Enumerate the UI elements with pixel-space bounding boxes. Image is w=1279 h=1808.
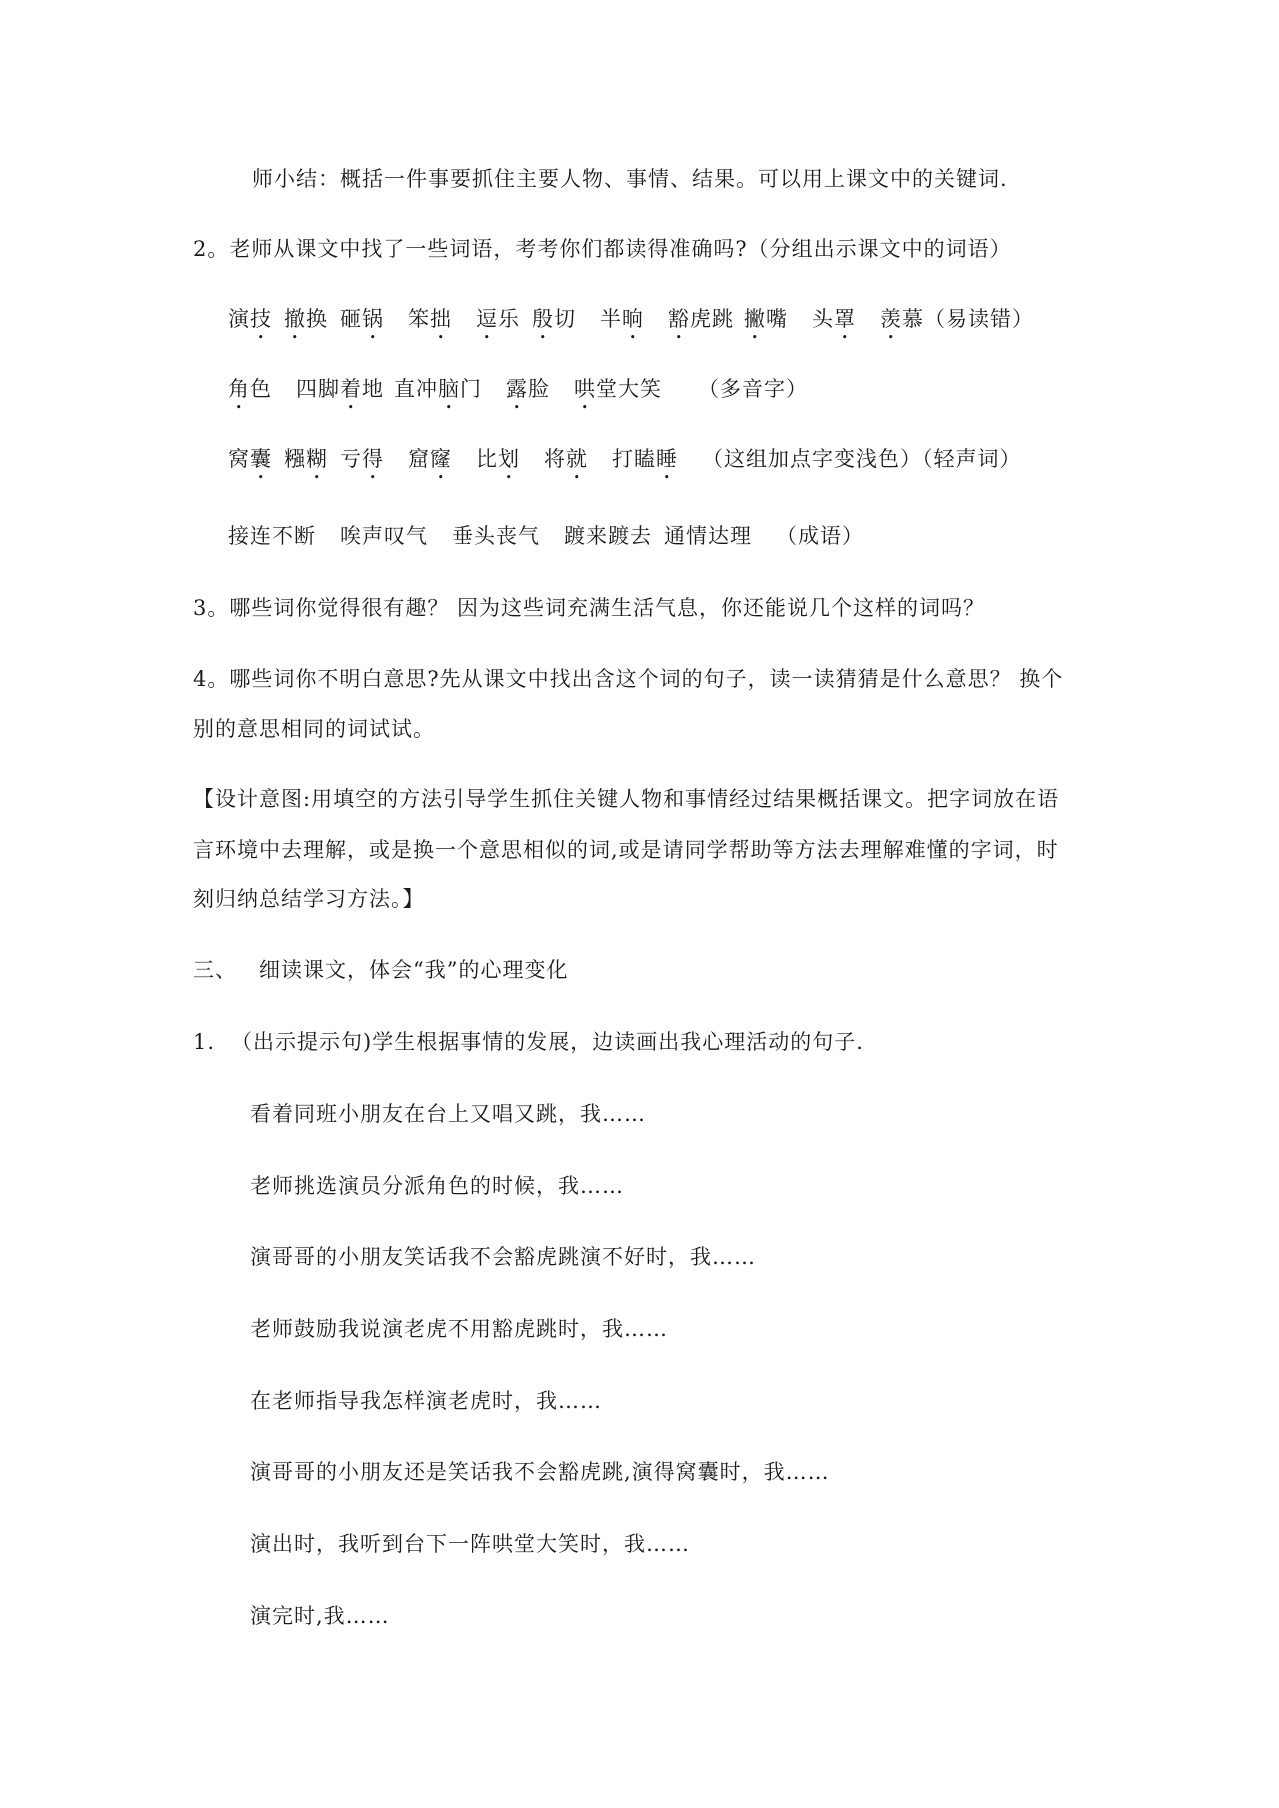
design-intent-line-2: 言环境中去理解，或是换一个意思相似的词,或是请同学帮助等方法去理解难懂的字词，时 — [193, 838, 1059, 862]
word: 窟窿 — [408, 447, 452, 471]
prompt-sentence: 看着同班小朋友在台上又唱又跳，我…… — [250, 1102, 646, 1126]
question-number: 2。 — [193, 237, 230, 261]
item-number: 1. — [193, 1030, 216, 1054]
word: 笨拙 — [408, 307, 452, 331]
word: 半晌 — [600, 307, 644, 331]
prompt-sentence: 演哥哥的小朋友还是笑话我不会豁虎跳,演得窝囊时，我…… — [250, 1460, 830, 1484]
word: 头罩 — [812, 307, 856, 331]
word: 露脸 — [506, 377, 550, 401]
section-title: 细读课文，体会“我”的心理变化 — [259, 958, 569, 982]
word: 糨糊 — [284, 447, 328, 471]
prompt-sentence: 演完时,我…… — [250, 1604, 390, 1628]
word: 打瞌睡 — [612, 447, 678, 471]
group-note: （这组加点字变浅色）（轻声词） — [702, 447, 1022, 471]
question-4 — [193, 669, 1063, 690]
word-group-2 — [228, 377, 808, 414]
word-group-3 — [228, 447, 1022, 484]
word: 撇嘴 — [744, 307, 788, 331]
word: 殷切 — [532, 307, 576, 331]
prompt-sentence: 在老师指导我怎样演老虎时，我…… — [250, 1389, 602, 1413]
word-group-4 — [228, 526, 864, 547]
word: 亏得 — [340, 447, 384, 471]
word: 演技 — [228, 307, 272, 331]
word: 角色 — [228, 377, 272, 401]
word: 窝囊 — [228, 447, 272, 471]
section-number: 三、 — [193, 958, 237, 982]
question-text: 老师从课文中找了一些词语，考考你们都读得准确吗?（分组出示课文中的词语） — [229, 237, 1012, 261]
design-intent-line-1: 【设计意图:用填空的方法引导学生抓住关键人物和事情经过结果概括课文。把字词放在语 — [193, 787, 1060, 811]
word: 直冲脑门 — [394, 377, 482, 401]
item-text: （出示提示句)学生根据事情的发展，边读画出我心理活动的句子. — [231, 1030, 864, 1054]
word: 豁虎跳 — [668, 307, 734, 331]
word: 通情达理 — [664, 524, 752, 548]
word: 踱来踱去 — [564, 524, 652, 548]
word: 唉声叹气 — [340, 524, 428, 548]
prompt-sentence: 演哥哥的小朋友笑话我不会豁虎跳演不好时，我…… — [250, 1245, 756, 1269]
item-1 — [193, 1032, 864, 1053]
prompt-sentence: 老师挑选演员分派角色的时候，我…… — [250, 1174, 624, 1198]
question-4-continued: 别的意思相同的词试试。 — [193, 717, 435, 741]
group-note: （易读错） — [924, 307, 1034, 331]
group-note: （多音字） — [698, 377, 808, 401]
word: 哄堂大笑 — [574, 377, 662, 401]
section-heading — [193, 960, 568, 981]
prompt-sentence: 演出时，我听到台下一阵哄堂大笑时，我…… — [250, 1532, 690, 1556]
question-text: 哪些词你觉得很有趣？ 因为这些词充满生活气息，你还能说几个这样的词吗？ — [229, 596, 986, 620]
teacher-summary: 师小结：概括一件事要抓住主要人物、事情、结果。可以用上课文中的关键词. — [252, 167, 1008, 191]
word: 将就 — [544, 447, 588, 471]
word: 撤换 — [284, 307, 328, 331]
word-group-1 — [228, 307, 1034, 344]
question-number: 3。 — [193, 596, 230, 620]
word: 接连不断 — [228, 524, 316, 548]
question-2 — [193, 239, 1012, 260]
word: 垂头丧气 — [452, 524, 540, 548]
word: 比划 — [476, 447, 520, 471]
group-note: （成语） — [776, 524, 864, 548]
question-3 — [193, 598, 985, 619]
word: 砸锅 — [340, 307, 384, 331]
design-intent-line-3: 刻归纳总结学习方法。】 — [193, 887, 425, 911]
word: 逗乐 — [476, 307, 520, 331]
question-number: 4。 — [193, 667, 230, 691]
prompt-sentence: 老师鼓励我说演老虎不用豁虎跳时，我…… — [250, 1317, 668, 1341]
word: 四脚着地 — [296, 377, 384, 401]
question-text: 哪些词你不明白意思?先从课文中找出含这个词的句子，读一读猜猜是什么意思？ 换个 — [229, 667, 1064, 691]
word: 羡慕 — [880, 307, 924, 331]
